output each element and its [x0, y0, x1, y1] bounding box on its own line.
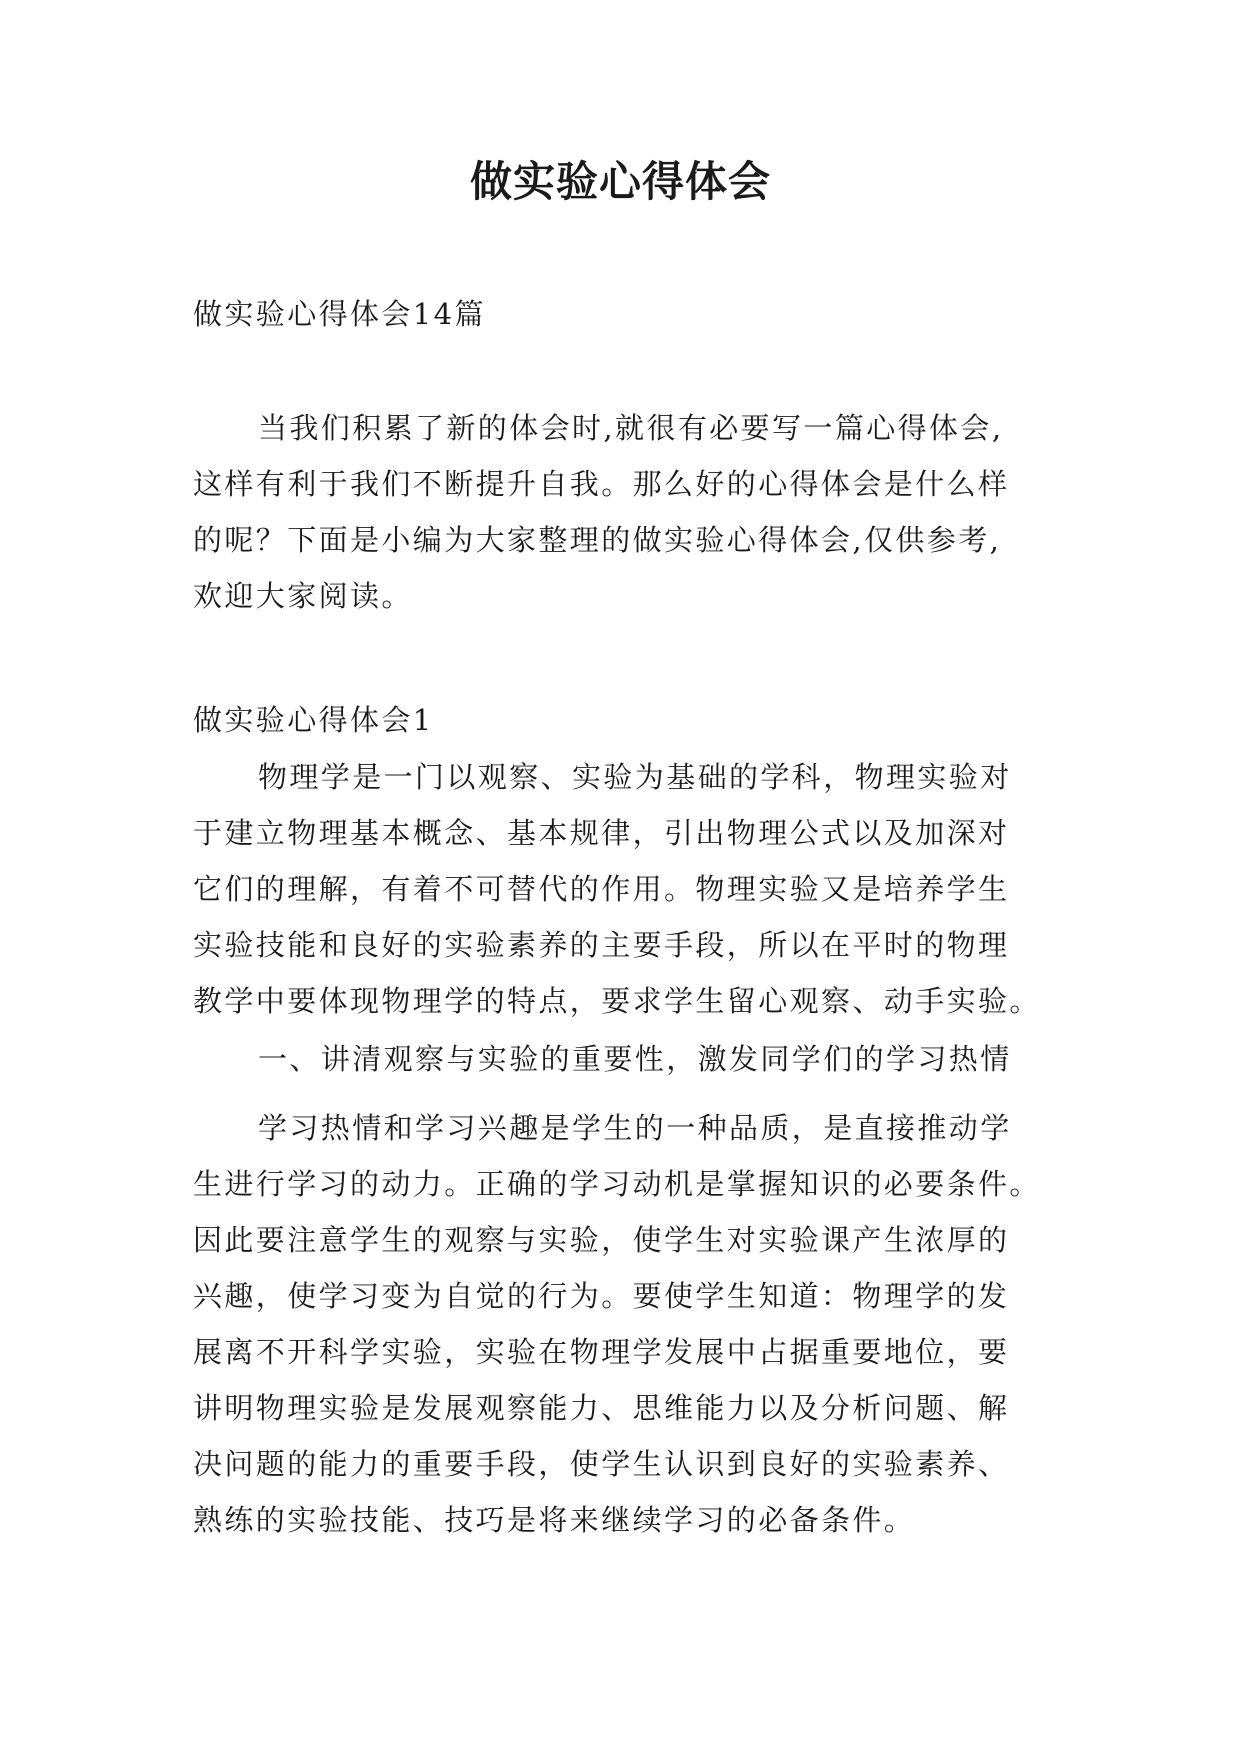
document-subtitle: 做实验心得体会14篇: [193, 297, 486, 331]
intro-line: 欢迎大家阅读。: [193, 579, 413, 613]
paragraph-line: 讲明物理实验是发展观察能力、思维能力以及分析问题、解: [193, 1391, 1010, 1425]
paragraph-line: 实验技能和良好的实验素养的主要手段，所以在平时的物理: [193, 928, 1010, 962]
section-heading: 做实验心得体会1: [193, 703, 434, 737]
paragraph-line: 熟练的实验技能、技巧是将来继续学习的必备条件。: [193, 1503, 916, 1537]
point-1-heading: 一、讲清观察与实验的重要性，激发同学们的学习热情: [258, 1042, 1012, 1076]
paragraph-line: 物理学是一门以观察、实验为基础的学科，物理实验对: [258, 760, 1012, 794]
paragraph-line: 生进行学习的动力。正确的学习动机是掌握知识的必要条件。: [193, 1167, 1041, 1201]
intro-line: 的呢？下面是小编为大家整理的做实验心得体会,仅供参考,: [193, 523, 1002, 557]
page-title: 做实验心得体会: [469, 157, 771, 206]
paragraph-line: 决问题的能力的重要手段，使学生认识到良好的实验素养、: [193, 1447, 1010, 1481]
paragraph-line: 兴趣，使学习变为自觉的行为。要使学生知道：物理学的发: [193, 1279, 1010, 1313]
paragraph-line: 教学中要体现物理学的特点，要求学生留心观察、动手实验。: [193, 984, 1041, 1018]
intro-line: 当我们积累了新的体会时,就很有必要写一篇心得体会,: [258, 411, 1004, 445]
paragraph-line: 展离不开科学实验，实验在物理学发展中占据重要地位，要: [193, 1335, 1010, 1369]
paragraph-line: 学习热情和学习兴趣是学生的一种品质，是直接推动学: [258, 1111, 1012, 1145]
paragraph-line: 它们的理解，有着不可替代的作用。物理实验又是培养学生: [193, 872, 1010, 906]
paragraph-line: 因此要注意学生的观察与实验，使学生对实验课产生浓厚的: [193, 1223, 1010, 1257]
intro-line: 这样有利于我们不断提升自我。那么好的心得体会是什么样: [193, 467, 1010, 501]
paragraph-line: 于建立物理基本概念、基本规律，引出物理公式以及加深对: [193, 816, 1010, 850]
